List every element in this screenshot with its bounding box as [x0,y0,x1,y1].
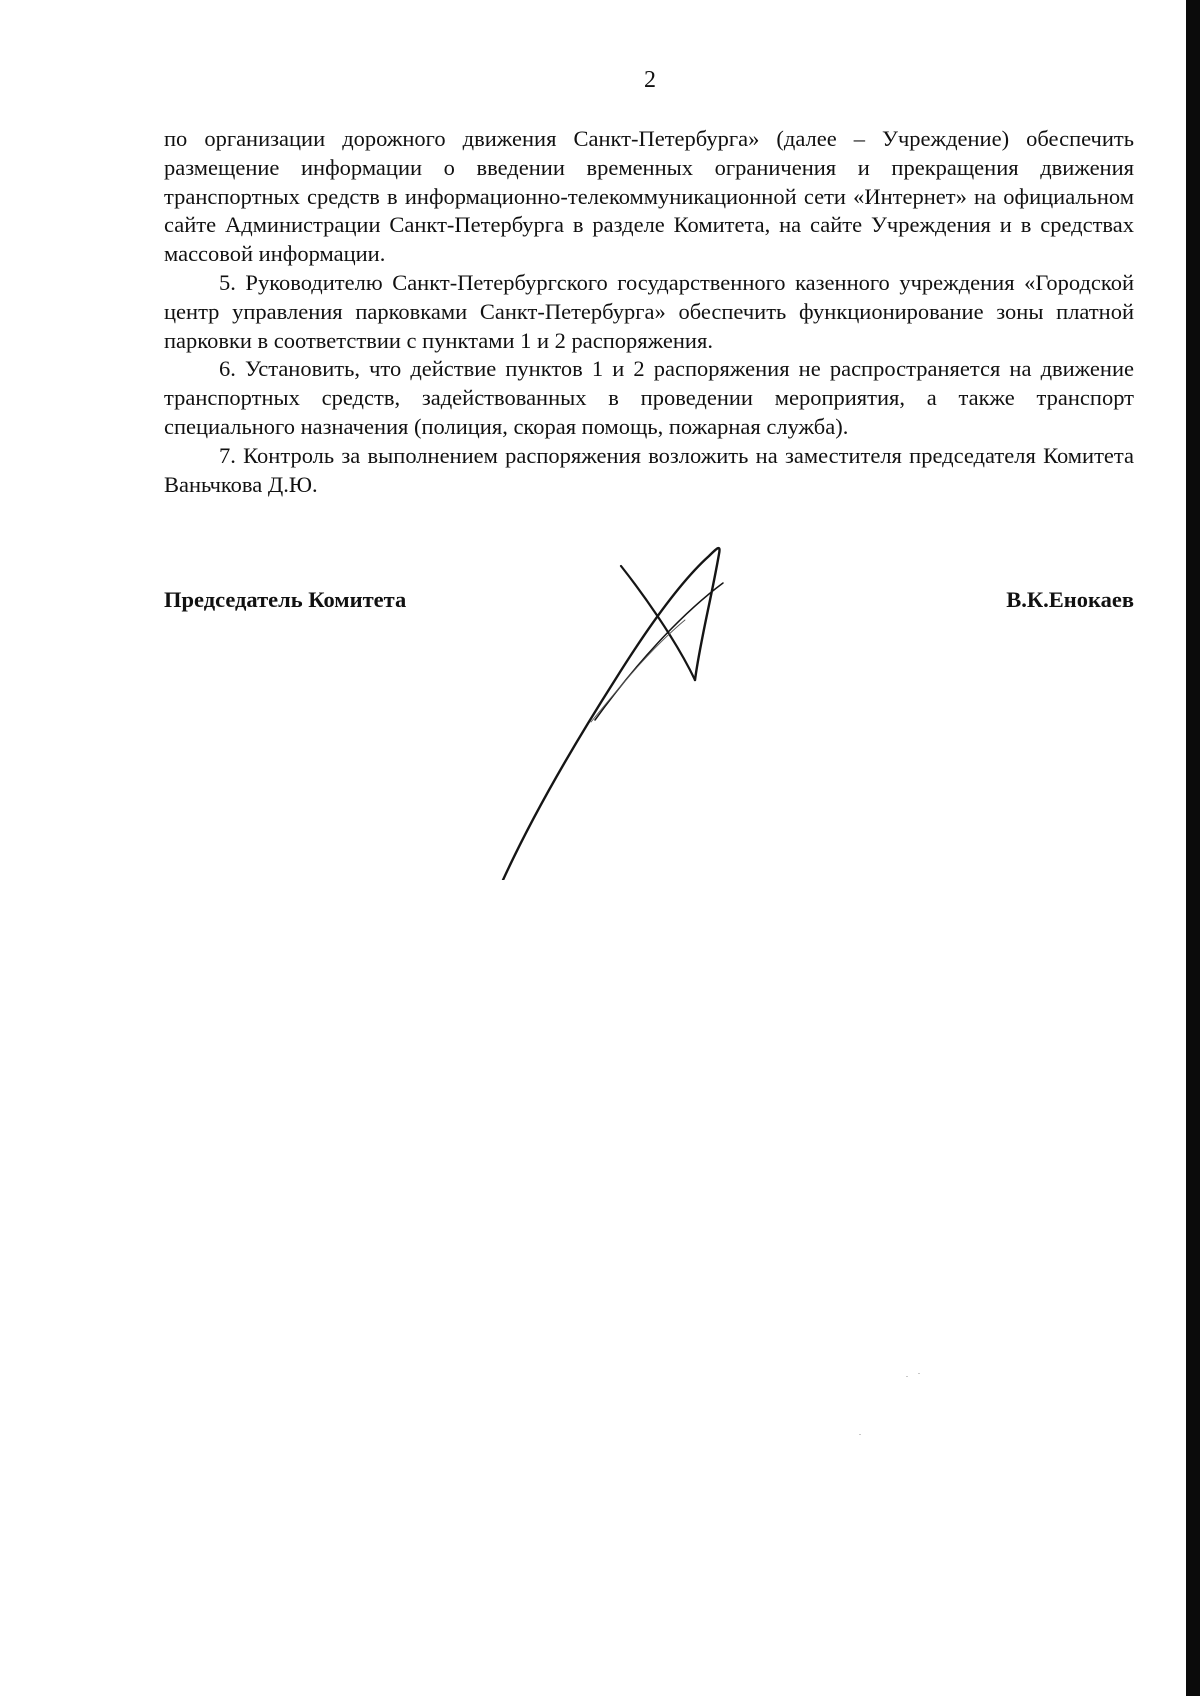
page-number: 2 [644,67,656,93]
signatory-title: Председатель Комитета [164,587,407,612]
scan-speck [859,1434,861,1435]
scan-border-edge [1186,0,1200,1696]
paragraph-item-6: 6. Установить, что действие пунктов 1 и 2 распоряжения не распространяется на движение транспортных средств, задействованных в проведении мероприятия, а также транспорт специального назначения (полиция, скорая помощь, пожарная служба). [164,356,1134,439]
paragraph-item-7: 7. Контроль за выполнением распоряжения возложить на заместителя председателя Комитета Ваньчкова Д.Ю. [164,442,1134,497]
signatory-name: В.К.Енокаев [1006,587,1134,612]
scan-speck [918,1373,920,1374]
scan-speck [906,1376,908,1377]
signature-main-stroke [503,548,720,880]
signature-cross-stroke [595,583,723,720]
paragraph-item-5: 5. Руководителю Санкт-Петербургского государственного казенного учреждения «Городской центр управления парковками Санкт-Петербурга» обеспечить функционирование зоны платной парковки в соответствии с пунктами 1 и 2 распоряжения. [164,269,1134,353]
paragraph-continuation: по организации дорожного движения Санкт-Петербурга» (далее – Учреждение) обеспечить размещение информации о введении временных ограничения и прекращения движения транспортных средств в информационно-телекоммуникационной сети «Интернет» на официальном сайте Администрации Санкт-Петербурга в разделе Комитета, на сайте Учреждения и в средствах массовой информации. [164,126,1134,267]
document-body [164,125,1134,499]
handwritten-signature [495,520,795,880]
